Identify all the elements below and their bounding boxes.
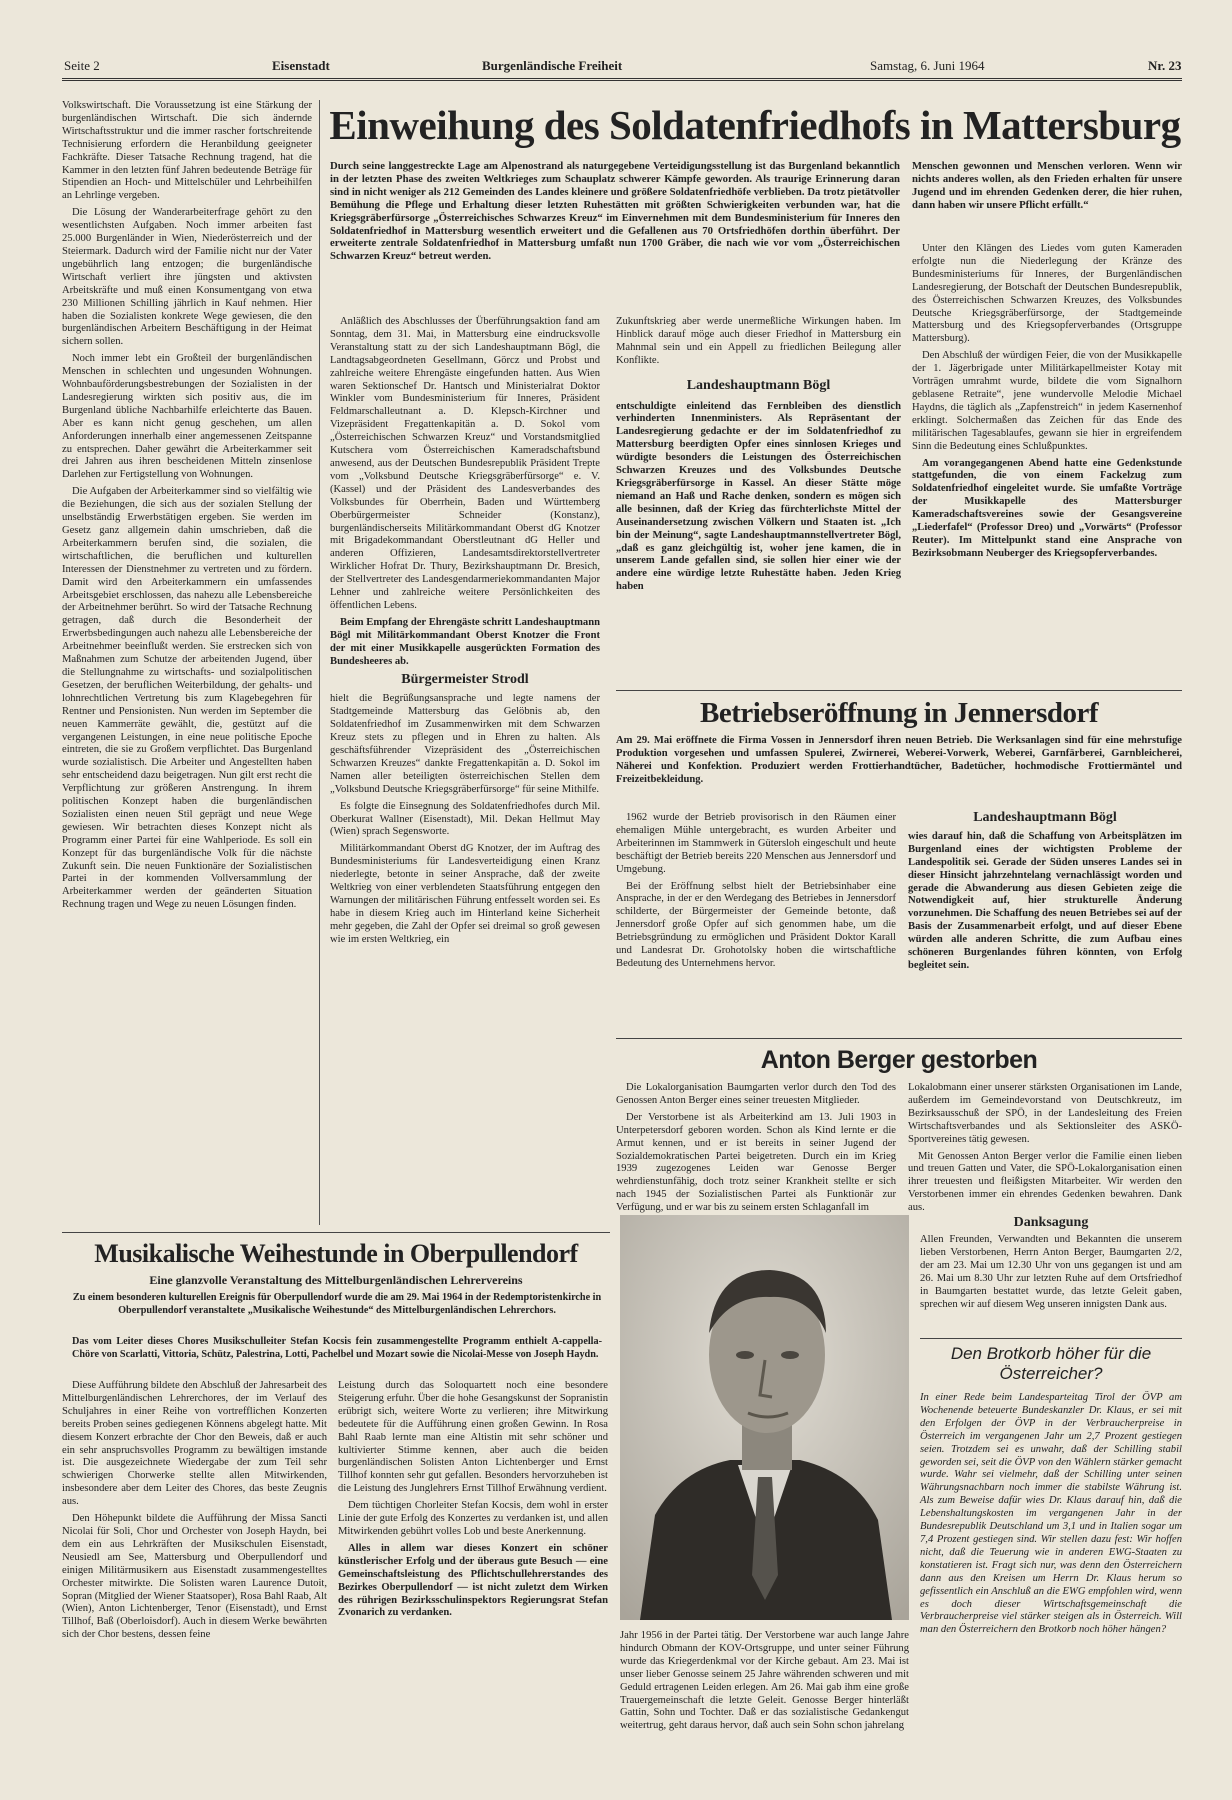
musik-subtitle: Eine glanzvolle Veranstaltung des Mittelburgenländischen Lehrervereins [149, 1273, 523, 1287]
jennersdorf-headline: Betriebseröffnung in Jennersdorf [699, 697, 1099, 729]
musik-headline: Musikalische Weihestunde in Oberpullendorf [94, 1239, 578, 1268]
paragraph: Es folgte die Einsegnung des Soldatenfriedhofes durch Mil. Oberkurat Wallner (Eisenstadt), Mil. Dekan Hellmut May (Wien) sprach Segensworte. [330, 800, 600, 838]
soldatenfriedhof-column-2 [616, 316, 901, 686]
header-date: Samstag, 6. Juni 1964 [870, 58, 985, 73]
paragraph: Die Aufgaben der Arbeiterkammer sind so vielfältig wie die Beziehungen, die sich aus der sozialen Stellung der unselbständig Erwerbstätigen ergeben. Sie werden im Gesetz ganz allgemein dahin umschrieben, daß die Arbeiterkammern berufen sind, die sozialen, die wirtschaftlichen, die beruflichen und kulturellen Interessen der Dienstnehmer zu vertreten und zu fördern. Damit wird den Arbeiterkammern ein umfassendes Arbeitsgebiet erschlossen, das nahezu alle Lebensbereiche der Arbeitnehmer berührt. So wird der Tatsache Rechnung getragen, daß durch die Besonderheit der Erwerbsbedingungen auch nahezu alle Lebensbereiche der Arbeitnehmer beeinflußt werden. Sie erstrecken sich von Maßnahmen zum Schutze der arbeitenden Jugend, über die Stellungnahme zu wirtschafts- und sozialpolitischen Gesetzen, der beruflichen Weiterbildung, der gehalts- und lohnrechtlichen Vertretung bis zum Klagebegehren für Rentner und Pensionisten. Nun werden im September die neuen Kammerräte gewählt, die, gestützt auf die vergangenen Leistungen, in eine neue politische Epoche eintreten, die sie zu Großem verpflichtet. Das Burgenland wurde sozialistisch. Die Arbeiter und Angestellten haben sehr entscheidend dazu beigetragen. Nun gilt erst recht die Verpflichtung zur größeren Anstrengung. In ihrem politischen Konzept haben die burgenländischen Sozialisten einen neuen Stil geprägt und neue Wege gewiesen. Wir betrachten dieses Konzept nicht als Programm einer Partei für eine Wahlperiode. Es soll ein Konzept für das burgenländische Volk für die nächste Zukunft sein. Die neuen Funktionäre der Sozialistischen Partei in der kommenden Vollversammlung der Arbeiterkammer werden der geänderten Situation Rechnung tragen und Wege zu neuen Lösungen finden. [62, 486, 312, 911]
paragraph: Anläßlich des Abschlusses der Überführungsaktion fand am Sonntag, dem 31. Mai, in Mattersburg eine eindrucksvolle Veranstaltung statt zu der sich Landeshauptmann Bögl, die Landtagsabgeordneten Gesellmann, Görcz und Probst und zahlreiche weitere Ehrengäste eingefunden hatten. Aus Wien waren Sektionschef Dr. Hantsch und Ministerialrat Doktor Winkler vom Bundesministerium für Inneres, Präsident Feldmarschalleutnant a. D. Klepsch-Kirchner und Vizepräsident Fregattenkapitän a. D. Sokol vom „Österreichischen Schwarzen Kreuz“ und Vorstandsmitglied Kutschera vom Österreichischen Kameradschaftsbund anwesend, aus der Deutschen Bundesrepublik Präsident Trepte vom „Volksbund Deutsche Kriegsgräberfürsorge“ e. V. (Kassel) und der Präsident des Landesverbandes des Volksbundes für Oberrhein, Baden und Württemberg Oberbürgermeister Schneider (Konstanz), burgenländischerseits Militärkommandant Oberst dG Knotzer mit Brigadekommandant Oberstleutnant dG Heller und anderen Offizieren, Landesamtsdirektorstellvertreter Wirklicher Hofrat Dr. Thury, Bezirkshauptmann Dr. Bresich, der Stellvertreter des Landesgendarmeriekommandanten Major Lehner und zahlreiche weitere Persönlichkeiten des öffentlichen Lebens. [330, 316, 600, 611]
soldatenfriedhof-column-3 [912, 243, 1182, 688]
danksagung-text: Allen Freunden, Verwandten und Bekannten die unserem lieben Verstorbenen, Herrn Anton Berger, Baumgarten 2/2, der am 23. Mai um 12.30 Uhr von uns gegangen ist und am 26. Mai um 8.30 Uhr zur letzten Ruhe auf dem Ortsfriedhof in Baumgarten bestattet wurde, das letzte Geleit gaben, sprechen wir auf diesem Weg unseren innigsten Dank aus. [920, 1234, 1182, 1310]
paragraph: Den Höhepunkt bildete die Aufführung der Missa Sancti Nicolai für Soli, Chor und Orchester von Joseph Haydn, bei dem ein aus Lehrkräften der Musikschulen Eisenstadt, Neusiedl am See, Mattersburg und Oberpullendorf und einigen Militärmusikern aus Eisenstadt zusammengestelltes Orchester mitwirkte. Die Solisten waren Laurence Dutoit, Sopran (Mitglied der Wiener Staatsoper), Rosa Bahl Raab, Alt (Wien), Anton Lichtenberger, Tenor (Eisenstadt), und Ernst Tillhof, Baß (Oberloisdorf). Auch in diesem Werke bewährten sich der Chor bestens, dessen feine [62, 1513, 327, 1641]
berger-headline: Anton Berger gestorben [760, 1046, 1038, 1074]
soldatenfriedhof-column-1 [330, 316, 600, 1226]
berger-column-2 [908, 1082, 1182, 1214]
brotkorb-text: In einer Rede beim Landesparteitag Tirol der ÖVP am Wochenende beteuerte Bundeskanzler Dr. Klaus, er sei mit den Erfolgen der ÖVP in der Verbraucherpreise in Österreich im vergangenen Jahr um 2,7 Prozent gestiegen seien. Trotzdem sei es unwahr, daß der Schilling stabil geworden sei, seit die ÖVP von den Wählern stärker gemacht wurde. Wahr sei vielmehr, daß der Schilling unter seinen Währungsnachbarn noch immer die stabilste Währung ist. Als zum Beweise dafür wies Dr. Klaus darauf hin, daß die Lebenshaltungskosten im vergangenen Jahr in der Bundesrepublik Deutschland um 3,1 und in Italien sogar um 7,4 Prozent gestiegen sind. Wir stellen dazu fest: Wir hoffen nicht, daß die Teuerung wie in anderen EWG-Staaten zu konstatieren ist. Fragt sich nur, was denn den Österreichern dann aus den Kreisen um Herrn Dr. Klaus herum so gefissentlich ein Anschluß an die EWG empfohlen wird, wenn es doch dieser Wirtschaftsgemeinschaft die Verbraucherpreise viel stärker steigen als in Österreich. Will man den Österreichern den Brotkorb noch höher hängen? [920, 1392, 1182, 1636]
column-divider [319, 100, 320, 1225]
musik-lead: Zu einem besonderen kulturellen Ereignis für Oberpullendorf wurde die am 29. Mai 1964 in der Redemptoristenkirche in Oberpullendorf veranstaltete „Musikalische Weihestunde“ des Mittelburgenländischen Lehrerchors. [72, 1292, 602, 1316]
paragraph: Mit Genossen Anton Berger verlor die Familie einen lieben und treuen Gatten und Vater, die SPÖ-Lokalorganisation einen ihrer treuesten und fleißigsten Mitarbeiter. Wir werden den Verstorbenen immer ein ehrendes Gedenken bewahren. Dank aus. [908, 1150, 1182, 1214]
musik-column-2 [338, 1380, 608, 1758]
musik-lead-2: Das vom Leiter dieses Chores Musikschulleiter Stefan Kocsis fein zusammengestellte Programm enthielt A-cappella-Chöre von Scarlatti, Vittoria, Schütz, Palestrina, Lotti, Pachelbel und Mozart sowie die Nicolai-Messe von Joseph Haydn. [72, 1336, 602, 1360]
paragraph: Die Lösung der Wanderarbeiterfrage gehört zu den wesentlichsten Aufgaben. Noch immer arbeiten fast 25.000 Burgenländer in Wien, Niederösterreich und der Steiermark. Dadurch wird der Familie nicht nur der Vater ungebührlich lang entzogen; die burgenländische Wirtschaft verliert ihre jüngsten und aktivsten Arbeitskräfte und muß einen Konsumentgang von etwa 230 Millionen Schilling jährlich in Kauf nehmen. Hier haben die Sozialisten konkrete Wege gewiesen, die den burgenländischen Arbeitern Beschäftigung in der Heimat sichern sollen. [62, 207, 312, 348]
berger-column-1 [616, 1082, 896, 1214]
paragraph: Der Verstorbene ist als Arbeiterkind am 13. Juli 1903 in Unterpetersdorf geboren worden. Schon als Kind lernte er die Armut kennen, und er ist bereits in seiner Jugend der Sozialdemokratischen Partei beigetreten. Durch ein im Krieg 1939 zugezogenes Leiden war Genosse Berger wehrdienstunfähig, doch trotz seiner Krankheit stellte er sich nach 1945 der Sozialistischen Partei als Funktionär zur Verfügung, und er war bis zu seinem ersten Schlaganfall im [616, 1111, 896, 1214]
section-rule [62, 1232, 610, 1233]
paragraph: entschuldigte einleitend das Fernbleiben des dienstlich verhinderten Innenministers. Als Repräsentant der Landesregierung gedachte er der im Soldatenfriedhof zu Mattersburg beerdigten Opfer eines sinnlosen Krieges und würdigte besonders die Leistungen des Österreichischen Schwarzen Kreuzes und des Volksbundes Deutsche Kriegsgräberfürsorge in Kassel. An dieser Stätte möge niemand an Haß und Rache denken, sondern es mögen sich alle besinnen, daß der Krieg das fürchterlichste Mittel der Auseinandersetzung zwischen Völkern und Staaten ist. „Ich bin der Meinung“, sagte Landeshauptmannstellvertreter Bögl, „daß es ganz gleichgültig ist, woher jene kamen, die in unserem Lande gefallen sind, sie sollen hier einer wie der andere eine würdige letzte Ruhestätte haben. Jeden Krieg haben [616, 400, 901, 593]
paragraph: Bei der Eröffnung selbst hielt der Betriebsinhaber eine Ansprache, in der er den Werdegang des Betriebes in Jennersdorf schilderte, der Bürgermeister der Gemeinde betonte, daß Jennersdorf große Opfer auf sich genommen habe, um die Betriebsgründung zu ermöglichen und Präsident Doktor Karall und Landesrat Dr. Grohotolsky hoben die wirtschaftliche Bedeutung des Unternehmens hervor. [616, 880, 896, 969]
paragraph: 1962 wurde der Betrieb provisorisch in den Räumen einer ehemaligen Mühle untergebracht, es wurden Arbeiter und Arbeiterinnen im Stammwerk in Gütersloh eingeschult und heute beschäftigt der Betrieb bereits 220 Menschen aus Jennersdorf und Umgebung. [616, 812, 896, 875]
jennersdorf-lead: Am 29. Mai eröffnete die Firma Vossen in Jennersdorf ihren neuen Betrieb. Die Werksanlagen sind für eine mehrstufige Produktion vorgesehen und umfassen Spulerei, Zwirnerei, Weberei-Vorwerk, Weberei, Garnfärberei, Garnbleicherei, Näherei und Konfektion. Produziert werden Frottierhandtücher, Badetücher, hochmodische Frottiermäntel und Freizeitbekleidung. [616, 735, 1182, 785]
jennersdorf-column-1 [616, 812, 896, 1034]
paragraph: Leistung durch das Soloquartett noch eine besondere Steigerung erfuhr. Über die hohe Gesangskunst der Sopranistin erübrigt sich, weitere Worte zu verlieren; ihre Mitwirkung bedeutete für die Aufführung einen großen Gewinn. In Rosa Bahl Raab lernte man eine Altistin mit sehr schöner und kultivierter Stimme kennen, aber auch die beiden burgenländischen Solisten Anton Lichtenberger und Ernst Tillhof konnten sehr gut gefallen. Besonders hervorzuheben ist die Leistung des Junglehrers Ernst Tillhof Erwähnung verdient. [338, 1380, 608, 1495]
jennersdorf-boegl-subheading: Landeshauptmann Bögl [973, 810, 1117, 825]
paragraph: Noch immer lebt ein Großteil der burgenländischen Menschen in schlechten und ungesunden Wohnungen. Wohnbauförderungsbestrebungen der Sozialisten in der Landesregierung wirkten sich positiv aus, die im Burgenland übliche Nachbarhilfe erleichterte das Bauen. Aber es kann nicht genug geschehen, um allen Anforderungen innerhalb einer angemessenen Zeitspanne zu entsprechen. Daher gewährt die Arbeiterkammer seit drei Jahren aus ihren bescheidenen Mitteln zinsenlose Darlehen zur Fertigstellung von Wohnungen. [62, 353, 312, 481]
paragraph: Volkswirtschaft. Die Voraussetzung ist eine Stärkung der burgenländischen Wirtschaft. Die sich ändernde Wirtschaftsstruktur und die immer rascher fortschreitende Technisierung erfordern die Heranbildung geeigneter Fachkräfte. Dieser Tatsache Rechnung tragend, hat die Kammer in den letzten fünf Jahren bedeutende Beträge für Stipendien an Hoch- und Mittelschüler und Lehrbeihilfen an Lehrlinge vergeben. [62, 100, 312, 202]
paragraph: Den Abschluß der würdigen Feier, die von der Musikkapelle der 1. Jägerbrigade unter Militärkapellmeister Kotay mit Vorträgen umrahmt wurde, bildete die vom Signalhorn geblasene Retraite“, jene wundervolle Melodie Michael Haydns, die täglich als „Zapfenstreich“ in jedem Kasernenhof erklingt. Solchermaßen das Zeichen für das Ende des militärischen Tagesablaufes, gewann sie hier in ergreifendem Sinn die Bedeutung eines Schlußpunktes. [912, 350, 1182, 452]
header-paper-name: Burgenländische Freiheit [482, 58, 623, 73]
portrait-illustration [620, 1215, 909, 1620]
paragraph: Alles in allem war dieses Konzert ein schöner künstlerischer Erfolg und der überaus gute Besuch — eine Gemeinschaftsleistung des Pflichtschullehrerstandes des Bezirkes Oberpullendorf — ist nicht zuletzt dem Wirken des rührigen Bezirksschulinspektors Regierungsrat Stefan Zvonarich zu verdanken. [338, 1542, 608, 1619]
page-header [62, 58, 1182, 81]
paragraph: Dem tüchtigen Chorleiter Stefan Kocsis, dem wohl in erster Linie der gute Erfolg des Konzertes zu verdanken ist, und allen Mitwirkenden gebührt volles Lob und beste Anerkennung. [338, 1500, 608, 1537]
paragraph: wies darauf hin, daß die Schaffung von Arbeitsplätzen im Burgenland eines der wichtigsten Probleme der Landespolitik sei. Gerade der Süden unseres Landes sei in dieser Hinsicht jahrzehntelang vernachlässigt worden und gerade die Abwanderung aus diesen Gebieten zeige die Notwendigkeit auf, hier strukturelle Änderung vorzunehmen. Die Schaffung des neuen Betriebes sei auf der Basis der Zusammenarbeit erfolgt, und auf dieser Ebene würden alle anderen Schritte, die zum Aufbau eines schöneren Burgenlandes führen könnten, von Erfolg begleitet sein. [908, 830, 1182, 971]
soldatenfriedhof-lead: Durch seine langgestreckte Lage am Alpenostrand als naturgegebene Verteidigungsstellung ist das Burgenland bekanntlich in der letzten Phase des zweiten Weltkrieges zum Schauplatz schwerer Kämpfe geworden. Als traurige Erinnerung daran sind in nicht weniger als 212 Gemeinden des Landes kleinere und größere Soldatenfriedhöfe verblieben. Da trotz pietätvoller Bemühung die Pflege und Erhaltung dieser letzten Ruhestätten mit größten Schwierigkeiten verbunden war, hat die Kriegsgräberfürsorge „Österreichisches Schwarzes Kreuz“ im Einvernehmen mit dem Bundesministerium für Inneres den Soldatenfriedhof in Mattersburg wesentlich erweitert und die Gefallenen aus 70 Ortsfriedhöfen dorthin überführt. Der erweiterte zentrale Soldatenfriedhof in Mattersburg umfaßt nun 1700 Gräber, die nach wie vor vom „Österreichischen Schwarzen Kreuz“ betreut werden. [330, 160, 900, 263]
section-rule [616, 690, 1182, 691]
paragraph: hielt die Begrüßungsansprache und legte namens der Stadtgemeinde Mattersburg das Gelöbnis ab, den Soldatenfriedhof im Zusammenwirken mit dem Schwarzen Kreuz stets zu pflegen und in Ehren zu halten. Als geschäftsführender Vizepräsident des „Österreichischen Schwarzen Kreuzes“ dankte Fregattenkapitän a. D. Sokol im Namen aller beteiligten österreichischen Stellen dem „Volksbund Deutsche Kriegsgräberfürsorge“ für seine Mithilfe. [330, 693, 600, 795]
boegl-subheading: Landeshauptmann Bögl [686, 377, 831, 393]
section-rule [616, 1038, 1182, 1039]
soldatenfriedhof-headline: Einweihung des Soldatenfriedhofs in Mattersburg [329, 102, 1181, 148]
brotkorb-heading: Den Brotkorb höher für die Österreicher? [950, 1344, 1152, 1383]
paragraph: Beim Empfang der Ehrengäste schritt Landeshauptmann Bögl mit Militärkommandant Oberst Knotzer die Front der mit einer Musikkapelle ausgerückten Formation des Bundesheeres ab. [330, 616, 600, 667]
paragraph: Die Lokalorganisation Baumgarten verlor durch den Tod des Genossen Anton Berger eines seiner treuesten Mitglieder. [616, 1082, 896, 1106]
paragraph: Zukunftskrieg aber werde unermeßliche Wirkungen haben. Im Hinblick darauf möge auch dieser Friedhof in Mattersburg ein Mahnmal sein und ein Appell zu friedlichen Beilegung aller Konflikte. [616, 316, 901, 366]
portrait-photo-anton-berger [620, 1215, 909, 1620]
paragraph: Unter den Klängen des Liedes vom guten Kameraden erfolgte nun die Niederlegung der Kränze des Bundesministeriums für Inneres, der Burgenländischen Landesregierung, der Botschaft der Deutschen Bundesrepublik, des Österreichischen Schwarzen Kreuzes, des Volksbundes Deutsche Kriegsgräberfürsorge, der Stadtgemeinde Mattersburg und des Kriegsopferverbandes (Ortsgruppe Mattersburg). [912, 243, 1182, 345]
jennersdorf-column-2 [908, 812, 1182, 1034]
paragraph: Militärkommandant Oberst dG Knotzer, der im Auftrag des Bundesministeriums für Landesverteidigung einen Kranz niederlegte, betonte in seiner Ansprache, daß der zweite Weltkrieg von einer verblendeten Staatsführung entgegen den Warnungen der militärischen Führung entfesselt worden sei. Es habe in diesem Krieg auch im Hinterland keine Sicherheit mehr gegeben, die Zahl der Opfer sei dreimal so groß gewesen wie im ersten Weltkrieg, ein [330, 843, 600, 945]
section-rule [920, 1338, 1182, 1339]
berger-photo-caption-text: Jahr 1956 in der Partei tätig. Der Verstorbene war auch lange Jahre hindurch Obmann der KOV-Ortsgruppe, und unter seiner Führung wurde das Kriegerdenkmal vor der Kirche gebaut. Am 23. Mai ist unser lieber Genosse seinem 25 Jahre währenden schweren und mit Geduld ertragenen Leiden erlegen. Am 26. Mai gab ihm eine große Trauergemeinschaft die letzte Geleit. Genosse Berger hinterläßt Gattin, Sohn und Tochter. Daß er das sozialistische Gedankengut weitertrug, geht daraus hervor, daß auch sein Sohn schon jahrelang [620, 1630, 909, 1732]
paragraph: Lokalobmann einer unserer stärksten Organisationen im Lande, außerdem im Gemeindevorstand von Deutschkreutz, im Bezirksausschuß der SPÖ, in der Landesleitung des Freien Wirtschaftsverbandes und als Sektionsleiter des ASKÖ-Sportvereines tätig gewesen. [908, 1082, 1182, 1145]
header-location: Eisenstadt [272, 58, 330, 73]
paragraph: Diese Aufführung bildete den Abschluß der Jahresarbeit des Mittelburgenländischen Lehrerchores, der im Verlauf des Schuljahres in einer Reihe von vortrefflichen Konzerten bereits Proben seines gediegenen Könnens abgelegt hatte. Mit diesem Konzert erbrachte der Chor den Beweis, daß er auch ein sehr anspruchsvolles Programm zu bewältigen imstande ist. Die ausgezeichnete Wiedergabe der zum Teil sehr schwierigen Chorwerke stellte allen Mitwirkenden, insbesondere aber dem Leiter des Chores, das beste Zeugnis aus. [62, 1380, 327, 1508]
paragraph: Am vorangegangenen Abend hatte eine Gedenkstunde stattgefunden, die von einem Fackelzug zum Soldatenfriedhof eingeleitet wurde. Sie umfaßte Vorträge der Musikkapelle des Mattersburger Kameradschaftsvereines sowie der Gesangsvereine „Liederfafel“ (Professor Dreo) und „Vorwärts“ (Professor Reuter). Im Mittelpunkt stand eine Ansprache von Bezirksobmann Neuberger des Kriegsopferverbandes. [912, 457, 1182, 559]
musik-column-1 [62, 1380, 327, 1758]
left-column-article [62, 100, 312, 1230]
page-number: Seite 2 [64, 58, 100, 73]
soldatenfriedhof-lead-continued: Menschen gewonnen und Menschen verloren. Wenn wir nichts anderes wollen, als den Frieden erhalten für unsere Jugend und im ehrenden Gedenken derer, die hier ruhen, dann haben wir unsere Pflicht erfüllt.“ [912, 160, 1182, 211]
strodl-subheading: Bürgermeister Strodl [401, 672, 529, 688]
danksagung-heading: Danksagung [1013, 1215, 1089, 1230]
header-issue: Nr. 23 [1148, 58, 1182, 73]
